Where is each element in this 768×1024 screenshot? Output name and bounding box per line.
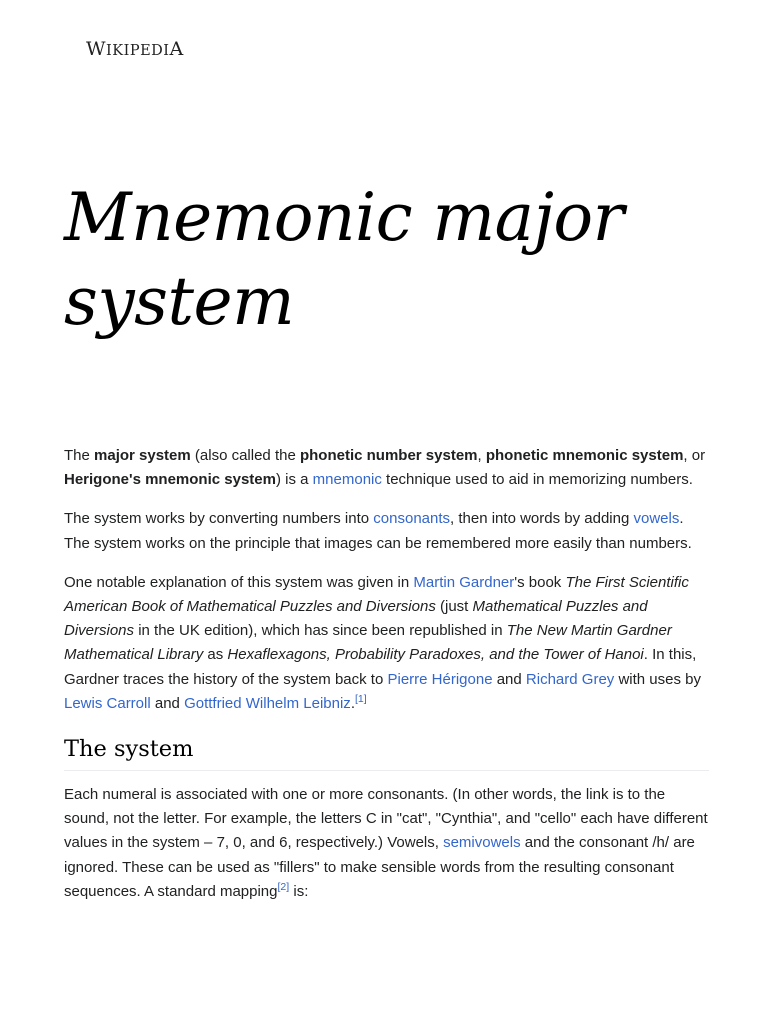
bold-term: Herigone's mnemonic system [64, 471, 276, 489]
book-title: The New Martin Gardner Mathematical Library [64, 622, 672, 664]
link-richard-grey[interactable]: Richard Grey [525, 670, 615, 688]
bold-term: phonetic mnemonic system [485, 447, 684, 464]
link-mnemonic[interactable]: mnemonic [312, 471, 382, 489]
link-semivowels[interactable]: semivowels [443, 834, 521, 852]
paragraph-2 [64, 507, 709, 555]
page-title: Mnemonic major system [64, 179, 624, 340]
text: and [492, 670, 526, 688]
book-title: Hexaflexagons, Probability Paradoxes, and the Tower of Hanoi [227, 646, 644, 664]
text: and [150, 694, 185, 712]
text: (just [435, 598, 473, 616]
text: ) is a [275, 471, 313, 489]
text: in the UK edition), which has since been republished in [134, 622, 507, 640]
paragraph-3 [64, 571, 709, 716]
reference-2[interactable]: [2] [277, 880, 290, 893]
text: as [203, 646, 228, 664]
link-vowels[interactable]: vowels [633, 510, 680, 528]
text: (also called the [190, 447, 300, 464]
system-paragraph [64, 783, 709, 904]
text: is: [289, 882, 309, 900]
bold-term: major system [94, 447, 191, 464]
text: 's book [514, 573, 566, 591]
link-consonants[interactable]: consonants [373, 510, 451, 528]
article-body [64, 444, 709, 919]
text: . [350, 694, 355, 712]
link-martin-gardner[interactable]: Martin Gardner [413, 573, 515, 591]
text: Each numeral is associated with one or more consonants. (In other words, the link is to the sound, not the letter. For example, the letters C in "cat", "Cynthia", and "cello" each have different values in the system – 7, 0, and 6, respectively.) Vowels, [64, 786, 708, 852]
link-pierre-herigone[interactable]: Pierre Hérigone [387, 670, 493, 688]
text: . In this, Gardner traces the history of the system back to [64, 646, 697, 688]
intro-paragraph [64, 444, 709, 492]
text: with uses by [614, 670, 701, 688]
reference-1[interactable]: [1] [354, 692, 367, 705]
text: The [64, 447, 95, 464]
text: , [477, 447, 486, 464]
link-leibniz[interactable]: Gottfried Wilhelm Leibniz [184, 694, 351, 712]
book-title: The First Scientific American Book of Mathematical Puzzles and Diversions [64, 573, 689, 616]
wikipedia-logo[interactable]: WIKIPEDIA [86, 38, 184, 60]
text: . The system works on the principle that images can be remembered more easily than numbers. [64, 510, 692, 552]
text: , or [683, 447, 706, 464]
text: and the consonant /h/ are ignored. These can be used as "fillers" to make sensible words from the resulting consonant sequences. A standard mapping [64, 834, 695, 900]
text: , then into words by adding [450, 510, 634, 528]
text: technique used to aid in memorizing numbers. [381, 471, 693, 489]
section-heading-the-system: The system [64, 734, 709, 771]
text: The system works by converting numbers into [64, 510, 374, 528]
text: One notable explanation of this system was given in [64, 573, 414, 591]
link-lewis-carroll[interactable]: Lewis Carroll [64, 694, 151, 712]
bold-term: phonetic number system [299, 447, 478, 464]
book-title: Mathematical Puzzles and Diversions [64, 598, 648, 640]
